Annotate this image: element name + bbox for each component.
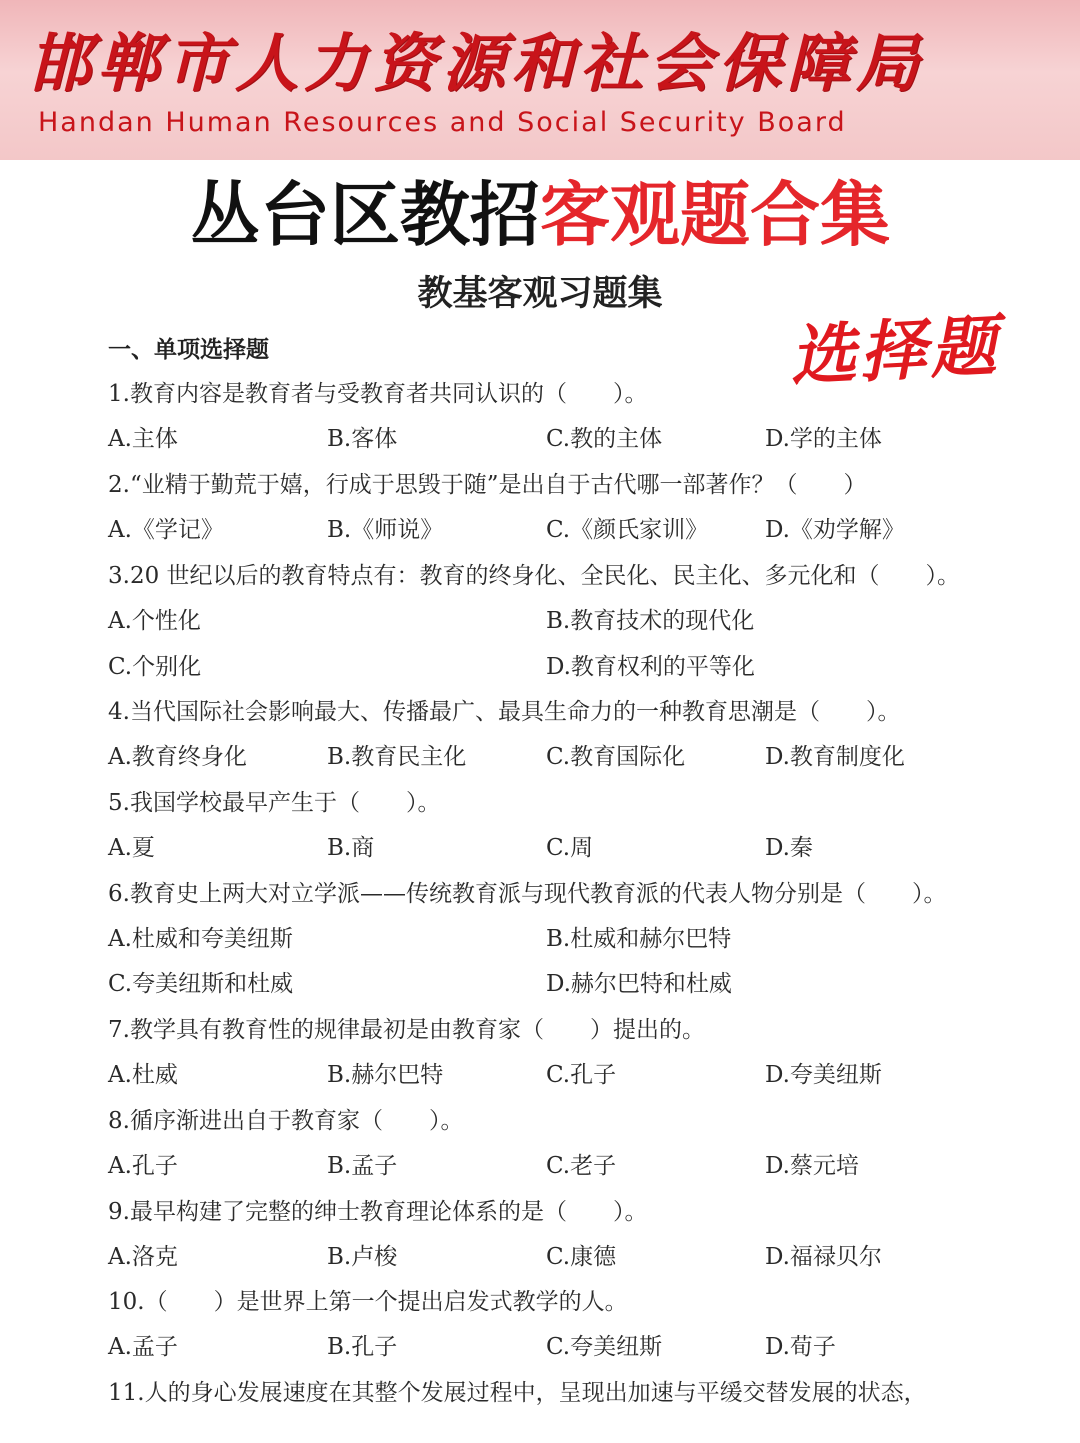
- option: D.福禄贝尔: [765, 1244, 882, 1270]
- option: A.杜威和夸美纽斯: [108, 926, 293, 952]
- question-stem: 7.教学具有教育性的规律最初是由教育家（ ）提出的。: [108, 1017, 705, 1043]
- question-stem: 6.教育史上两大对立学派——传统教育派与现代教育派的代表人物分别是（ ）。: [108, 881, 947, 907]
- subtitle: 教基客观习题集: [417, 273, 663, 314]
- question-stem: 8.循序渐进出自于教育家（ ）。: [108, 1108, 464, 1134]
- option: D.教育制度化: [765, 744, 905, 770]
- option: C.教育国际化: [546, 744, 686, 770]
- option: B.教育民主化: [327, 744, 467, 770]
- option: A.个性化: [108, 608, 201, 634]
- banner-title-en: Handan Human Resources and Social Security Board: [38, 107, 847, 138]
- option: C.周: [546, 835, 594, 861]
- option: C.教的主体: [546, 426, 663, 452]
- option: A.夏: [108, 835, 155, 861]
- option: B.卢梭: [327, 1244, 398, 1270]
- question-stem: 9.最早构建了完整的绅士教育理论体系的是（ ）。: [108, 1199, 648, 1225]
- option: C.个别化: [108, 654, 202, 680]
- option: C.孔子: [546, 1062, 617, 1088]
- option: C.夸美纽斯和杜威: [108, 971, 294, 997]
- question-stem: 2.“业精于勤荒于嬉，行成于思毁于随”是出自于古代哪一部著作？（ ）: [108, 472, 867, 498]
- question-stem: 3.20 世纪以后的教育特点有：教育的终身化、全民化、民主化、多元化和（ ）。: [108, 563, 961, 589]
- question-stem: 4.当代国际社会影响最大、传播最广、最具生命力的一种教育思潮是（ ）。: [108, 699, 901, 725]
- option: A.主体: [108, 426, 178, 452]
- option: D.学的主体: [765, 426, 882, 452]
- option: A.《学记》: [108, 517, 224, 543]
- option: B.教育技术的现代化: [546, 608, 755, 634]
- option: C.《颜氏家训》: [546, 517, 709, 543]
- option: C.老子: [546, 1153, 617, 1179]
- question-stem: 5.我国学校最早产生于（ ）。: [108, 790, 441, 816]
- option: D.《劝学解》: [765, 517, 905, 543]
- option: A.教育终身化: [108, 744, 247, 770]
- page-title: [0, 170, 1080, 260]
- option: A.孟子: [108, 1334, 178, 1360]
- question-stem: 1.教育内容是教育者与受教育者共同认识的（ ）。: [108, 381, 648, 407]
- option: B.商: [327, 835, 375, 861]
- option: B.杜威和赫尔巴特: [546, 926, 732, 952]
- question-stem: 10.（ ）是世界上第一个提出启发式教学的人。: [108, 1289, 628, 1315]
- option: C.夸美纽斯: [546, 1334, 663, 1360]
- option: A.杜威: [108, 1062, 178, 1088]
- option: D.教育权利的平等化: [546, 654, 755, 680]
- banner-title-cn: 邯郸市人力资源和社会保障局: [28, 26, 925, 100]
- option: A.孔子: [108, 1153, 178, 1179]
- option: D.夸美纽斯: [765, 1062, 882, 1088]
- option: B.客体: [327, 426, 398, 452]
- option: B.孔子: [327, 1334, 398, 1360]
- option: D.赫尔巴特和杜威: [546, 971, 732, 997]
- option: D.蔡元培: [765, 1153, 859, 1179]
- option: C.康德: [546, 1244, 617, 1270]
- header-banner: [0, 0, 1080, 160]
- page-title-part1: 丛台区教招: [190, 174, 540, 256]
- section-heading: 一、单项选择题: [108, 336, 269, 363]
- option: D.秦: [765, 835, 813, 861]
- page-title-part2: 客观题合集: [540, 174, 890, 256]
- question-stem: 11.人的身心发展速度在其整个发展过程中，呈现出加速与平缓交替发展的状态，: [108, 1380, 927, 1406]
- stamp-label: 选择题: [788, 306, 1002, 396]
- option: B.孟子: [327, 1153, 398, 1179]
- option: B.赫尔巴特: [327, 1062, 444, 1088]
- option: D.荀子: [765, 1334, 836, 1360]
- option: A.洛克: [108, 1244, 178, 1270]
- option: B.《师说》: [327, 517, 444, 543]
